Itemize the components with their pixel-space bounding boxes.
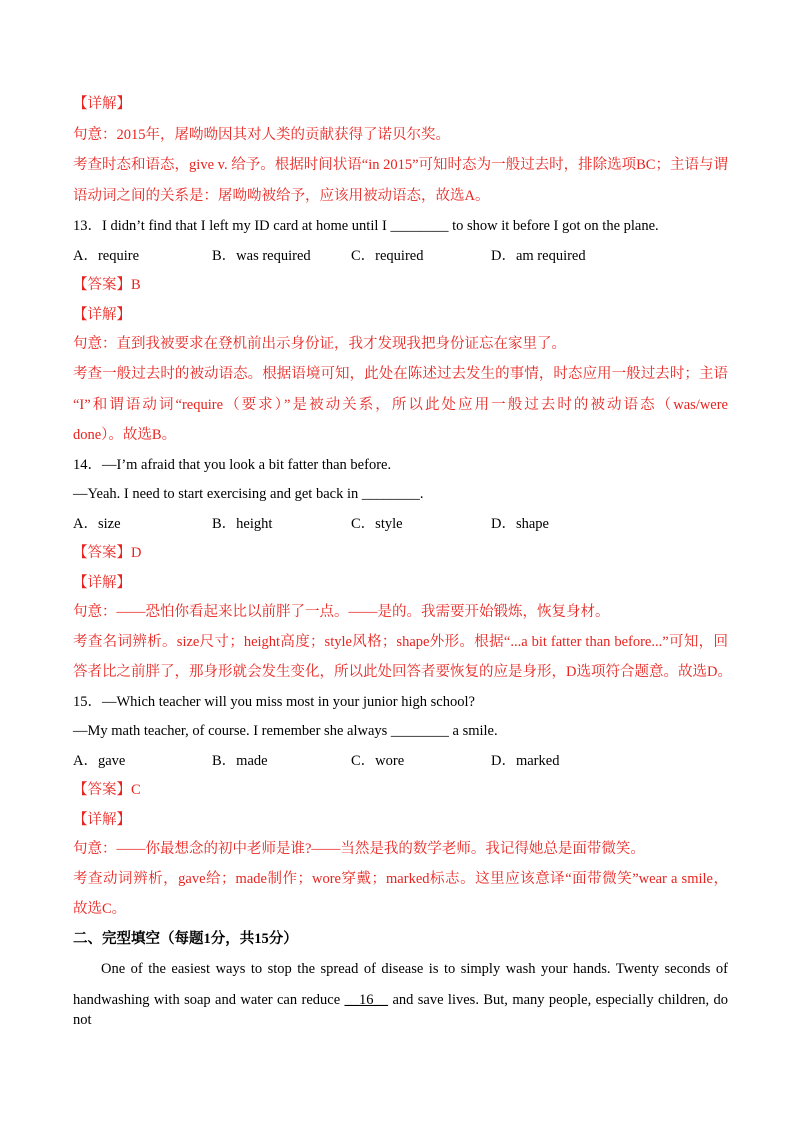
q15-explanation-line1: 考查动词辨析，gave给；made制作；wore穿戴；marked标志。这里应该意译“面带微笑”wear a smile， [73, 871, 728, 887]
passage-line1: One of the easiest ways to stop the spread of disease is to simply wash your hands. Twenty seconds of [101, 961, 728, 977]
q14-stem-line1: 14．—I’m afraid that you look a bit fatter than before. [73, 457, 392, 473]
q15-stem-line1: 15．—Which teacher will you miss most in your junior high school? [73, 694, 475, 710]
q12-explanation-line1: 考查时态和语态，give v. 给予。根据时间状语“in 2015”可知时态为一般过去时，排除选项BC；主语与谓 [73, 157, 728, 173]
passage-line2-start: handwashing with soap and water can reduce [73, 992, 345, 1008]
q14-answer: 【答案】D [73, 545, 142, 561]
q15-meaning: 句意：——你最想念的初中老师是谁?——当然是我的数学老师。我记得她总是面带微笑。 [73, 841, 645, 857]
q15-explanation-line2: 故选C。 [73, 901, 127, 917]
q15-option-b: B．made [212, 753, 268, 769]
section-title-cloze: 二、完型填空（每题1分，共15分） [73, 931, 298, 947]
q13-option-d: D．am required [491, 248, 586, 264]
q13-stem: 13．I didn’t find that I left my ID card at home until I ________ to show it before I got on the plane. [73, 218, 659, 234]
passage-line2-end: and save lives. But, many people, especially children, do not [73, 992, 728, 1028]
q14-explanation-line1: 考查名词辨析。size尺寸；height高度；style风格；shape外形。根据“...a bit fatter than before...”可知，回 [73, 634, 728, 650]
cloze-blank-16: __16__ [344, 992, 389, 1008]
q13-explanation-line3: done）。故选B。 [73, 427, 177, 443]
q12-explanation-line2: 语动词之间的关系是：屠呦呦被给予，应该用被动语态，故选A。 [73, 188, 490, 204]
q14-option-a: A．size [73, 516, 121, 532]
q14-option-b: B．height [212, 516, 273, 532]
q13-meaning: 句意：直到我被要求在登机前出示身份证，我才发现我把身份证忘在家里了。 [73, 336, 566, 352]
q15-option-d: D．marked [491, 753, 560, 769]
q15-stem-line2: —My math teacher, of course. I remember she always ________ a smile. [73, 723, 498, 739]
q14-option-d: D．shape [491, 516, 549, 532]
q15-option-c: C．wore [351, 753, 405, 769]
q12-detail-label: 【详解】 [73, 96, 131, 112]
q14-meaning: 句意：——恐怕你看起来比以前胖了一点。——是的。我需要开始锻炼，恢复身材。 [73, 604, 610, 620]
q13-option-b: B．was required [212, 248, 311, 264]
q15-option-a: A．gave [73, 753, 126, 769]
q15-detail-label: 【详解】 [73, 812, 131, 828]
passage-line2 [73, 990, 728, 1030]
q15-answer: 【答案】C [73, 782, 141, 798]
q13-explanation-line1: 考查一般过去时的被动语态。根据语境可知，此处在陈述过去发生的事情，时态应用一般过去时；主语 [73, 366, 728, 382]
q14-stem-line2: —Yeah. I need to start exercising and get back in ________. [73, 486, 424, 502]
q14-explanation-line2: 答者比之前胖了，那身形就会发生变化，所以此处回答者要恢复的应是身形，D选项符合题意。故选D。 [73, 664, 732, 680]
q12-meaning: 句意：2015年，屠呦呦因其对人类的贡献获得了诺贝尔奖。 [73, 127, 450, 143]
q14-detail-label: 【详解】 [73, 575, 131, 591]
q13-explanation-line2: “I”和谓语动词“require（要求）”是被动关系，所以此处应用一般过去时的被动语态（was/were [73, 397, 728, 413]
q14-option-c: C．style [351, 516, 403, 532]
q13-option-c: C．required [351, 248, 424, 264]
q13-detail-label: 【详解】 [73, 307, 131, 323]
q13-option-a: A．require [73, 248, 140, 264]
q13-answer: 【答案】B [73, 277, 141, 293]
